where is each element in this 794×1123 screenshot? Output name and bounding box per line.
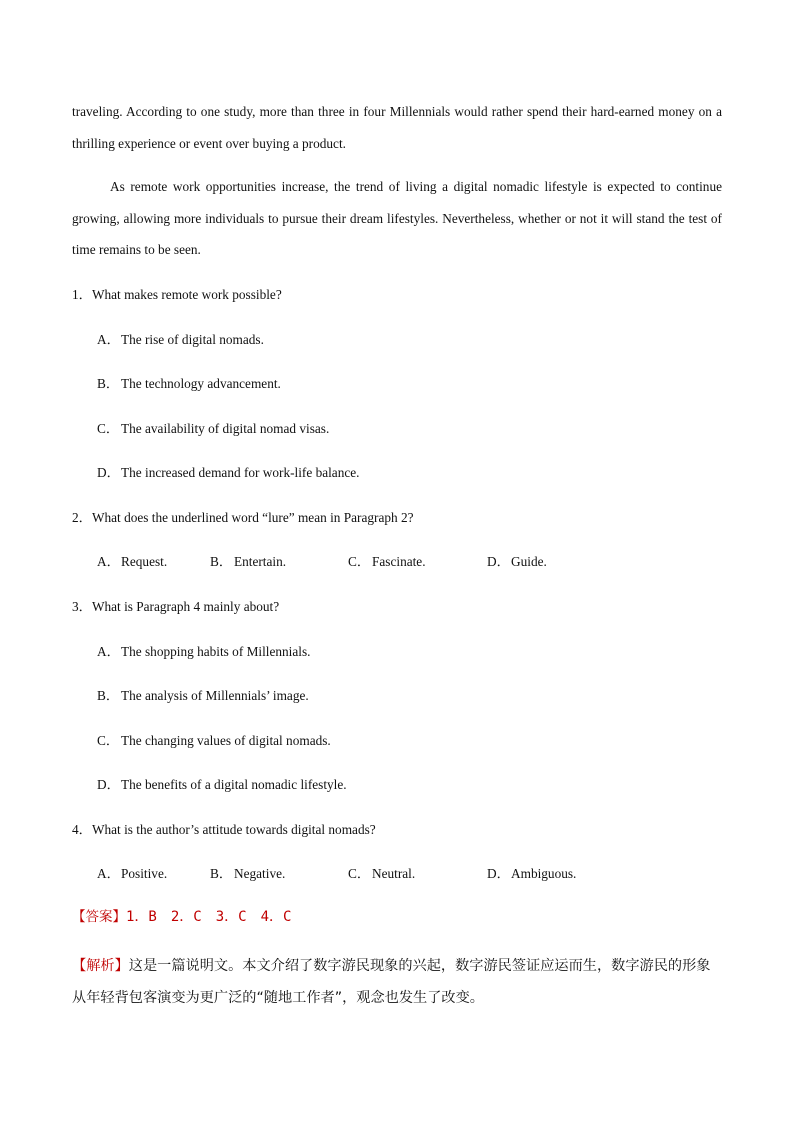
question-4-option-b[interactable] [210,865,285,883]
option-letter: B． [210,866,233,881]
question-1-option-d[interactable] [97,464,360,482]
passage-paragraph-tail: traveling. According to one study, more than three in four Millennials would rather spend their hard-earned money on a thrilling experience or event over buying a product. [72,104,722,151]
question-2-stem: 2．What does the underlined word “lure” mean in Paragraph 2? [72,510,414,525]
option-text: The shopping habits of Millennials. [121,644,311,659]
option-text: Guide. [511,554,547,569]
passage-paragraph-last: As remote work opportunities increase, the trend of living a digital nomadic lifestyle is expected to continue growing, allowing more individuals to pursue their dream lifestyles. Nevertheless, whether or not it will stand the test of time remains to be seen. [72,179,722,257]
option-text: Request. [121,554,168,569]
question-2-option-c[interactable] [348,553,426,571]
option-text: The technology advancement. [121,376,281,391]
analysis-tag: 【解析】 [72,958,129,974]
question-1-option-a[interactable] [97,331,264,349]
question-4-option-c[interactable] [348,865,415,883]
option-text: The increased demand for work-life balance. [121,465,360,480]
option-letter: A． [97,332,120,347]
option-text: The analysis of Millennials’ image. [121,688,309,703]
question-1-option-c[interactable] [97,420,329,438]
answer-item-3: 3．C [215,909,247,925]
option-text: Entertain. [234,554,287,569]
option-text: Ambiguous. [511,866,577,881]
question-2-option-b[interactable] [210,553,286,571]
option-text: Neutral. [372,866,416,881]
option-letter: D． [487,554,510,569]
question-2-option-d[interactable] [487,553,547,571]
answer-key [72,908,305,926]
option-letter: B． [210,554,233,569]
option-letter: B． [97,376,120,391]
option-text: Negative. [234,866,286,881]
answer-item-4: 4．C [260,909,292,925]
question-3-option-b[interactable] [97,687,309,705]
question-2-option-a[interactable] [97,553,167,571]
question-1-option-b[interactable] [97,375,281,393]
option-text: The availability of digital nomad visas. [121,421,330,436]
option-letter: A． [97,554,120,569]
option-letter: C． [348,554,371,569]
question-3-stem: 3．What is Paragraph 4 mainly about? [72,599,280,614]
question-4-option-a[interactable] [97,865,167,883]
answer-item-1: 1．B [126,909,157,925]
option-letter: A． [97,644,120,659]
option-letter: D． [97,777,120,792]
option-letter: B． [97,688,120,703]
option-text: The rise of digital nomads. [121,332,264,347]
option-letter: C． [348,866,371,881]
question-4-option-d[interactable] [487,865,576,883]
question-3-option-d[interactable] [97,776,347,794]
option-text: Positive. [121,866,168,881]
option-text: The benefits of a digital nomadic lifestyle. [121,777,347,792]
option-letter: D． [97,465,120,480]
option-letter: C． [97,733,120,748]
option-text: The changing values of digital nomads. [121,733,331,748]
answer-item-2: 2．C [170,909,202,925]
question-3-option-a[interactable] [97,643,310,661]
question-4-stem: 4．What is the author’s attitude towards digital nomads? [72,822,376,837]
question-3-option-c[interactable] [97,732,331,750]
question-1-stem: 1．What makes remote work possible? [72,287,282,302]
analysis-text: 这是一篇说明文。本文介绍了数字游民现象的兴起，数字游民签证应运而生，数字游民的形象从年轻背包客演变为更广泛的“随地工作者”，观念也发生了改变。 [72,958,711,1006]
option-letter: D． [487,866,510,881]
answer-tag: 【答案】 [72,909,126,925]
analysis-section [72,950,724,1014]
option-letter: A． [97,866,120,881]
option-text: Fascinate. [372,554,426,569]
option-letter: C． [97,421,120,436]
